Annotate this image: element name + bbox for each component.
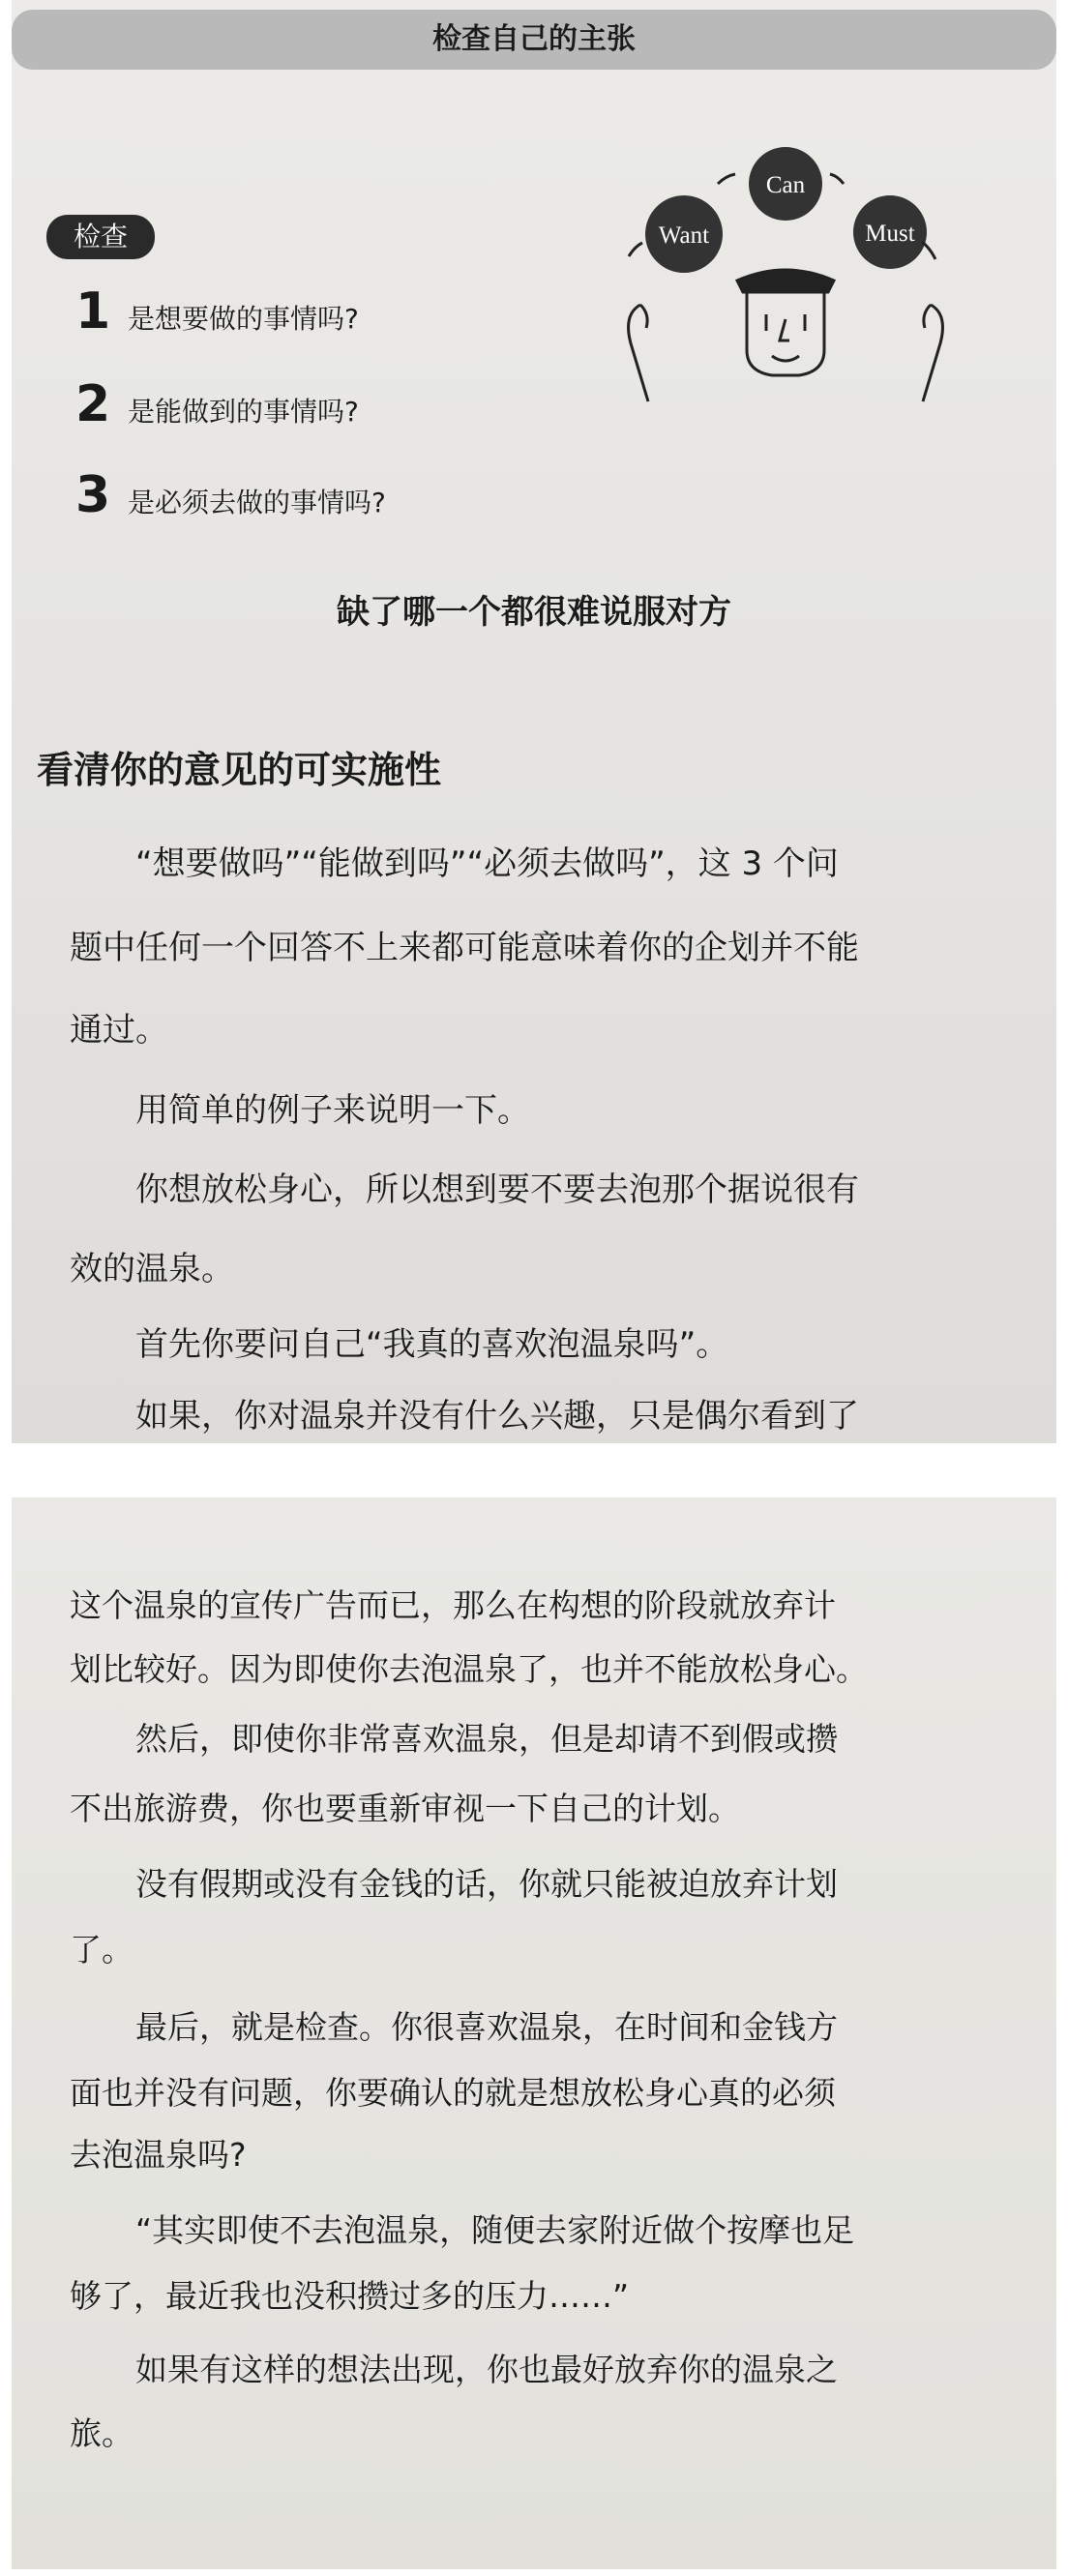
paragraph-line: 如果，你对温泉并没有什么兴趣，只是偶尔看到了 bbox=[135, 1397, 859, 1436]
paragraph-line: 了。 bbox=[70, 1931, 134, 1969]
paragraph-line: 你想放松身心，所以想到要不要去泡那个据说很有 bbox=[135, 1170, 859, 1209]
paragraph-line: 最后，就是检查。你很喜欢温泉，在时间和金钱方 bbox=[135, 2008, 838, 2046]
check-text: 是想要做的事情吗? bbox=[128, 303, 359, 335]
header-bar bbox=[12, 10, 1056, 70]
paragraph-line: 旅。 bbox=[70, 2414, 134, 2452]
paragraph-line: 没有假期或没有金钱的话，你就只能被迫放弃计划 bbox=[135, 1865, 838, 1903]
paragraph-line: 划比较好。因为即使你去泡温泉了，也并不能放松身心。 bbox=[70, 1650, 868, 1688]
summary-line: 缺了哪一个都很难说服对方 bbox=[337, 593, 731, 632]
paragraph-line: 如果有这样的想法出现，你也最好放弃你的温泉之 bbox=[135, 2351, 838, 2388]
must-ball bbox=[853, 195, 927, 269]
paragraph-line: 这个温泉的宣传广告而已，那么在构想的阶段就放弃计 bbox=[70, 1586, 836, 1624]
check-text: 是必须去做的事情吗? bbox=[128, 487, 386, 518]
svg-text:Can: Can bbox=[765, 172, 806, 198]
paragraph-line: “想要做吗”“能做到吗”“必须去做吗”，这 3 个问 bbox=[135, 844, 839, 883]
check-number: 1 bbox=[75, 282, 111, 341]
want-ball bbox=[645, 195, 723, 273]
paragraph-line: 然后，即使你非常喜欢温泉，但是却请不到假或攒 bbox=[135, 1720, 838, 1758]
paragraph-line: 题中任何一个回答不上来都可能意味着你的企划并不能 bbox=[70, 929, 859, 967]
check-number: 2 bbox=[75, 375, 111, 433]
check-text: 是能做到的事情吗? bbox=[128, 396, 359, 428]
paragraph-line: 通过。 bbox=[70, 1011, 168, 1050]
book-page-bottom bbox=[12, 1497, 1056, 2569]
check-tag: 检查 bbox=[46, 215, 155, 259]
section-heading: 看清你的意见的可实施性 bbox=[37, 749, 442, 791]
paragraph-line: 去泡温泉吗? bbox=[70, 2136, 247, 2174]
svg-text:Must: Must bbox=[865, 221, 915, 247]
paragraph-line: 效的温泉。 bbox=[70, 1250, 234, 1288]
paragraph-line: 够了，最近我也没积攒过多的压力……” bbox=[70, 2277, 630, 2315]
person-icon bbox=[629, 270, 943, 401]
paragraph-line: 用简单的例子来说明一下。 bbox=[135, 1091, 530, 1130]
paragraph-line: 面也并没有问题，你要确认的就是想放松身心真的必须 bbox=[70, 2074, 836, 2112]
can-ball bbox=[749, 147, 822, 221]
page-title: 检查自己的主张 bbox=[432, 22, 636, 56]
svg-text:Want: Want bbox=[658, 222, 710, 249]
book-page-top bbox=[12, 0, 1056, 1443]
juggler-illustration bbox=[602, 145, 969, 435]
check-number: 3 bbox=[75, 466, 111, 524]
paragraph-line: “其实即使不去泡温泉，随便去家附近做个按摩也足 bbox=[135, 2211, 855, 2249]
paragraph-line: 不出旅游费，你也要重新审视一下自己的计划。 bbox=[70, 1790, 740, 1827]
paragraph-line: 首先你要问自己“我真的喜欢泡温泉吗”。 bbox=[135, 1325, 729, 1364]
